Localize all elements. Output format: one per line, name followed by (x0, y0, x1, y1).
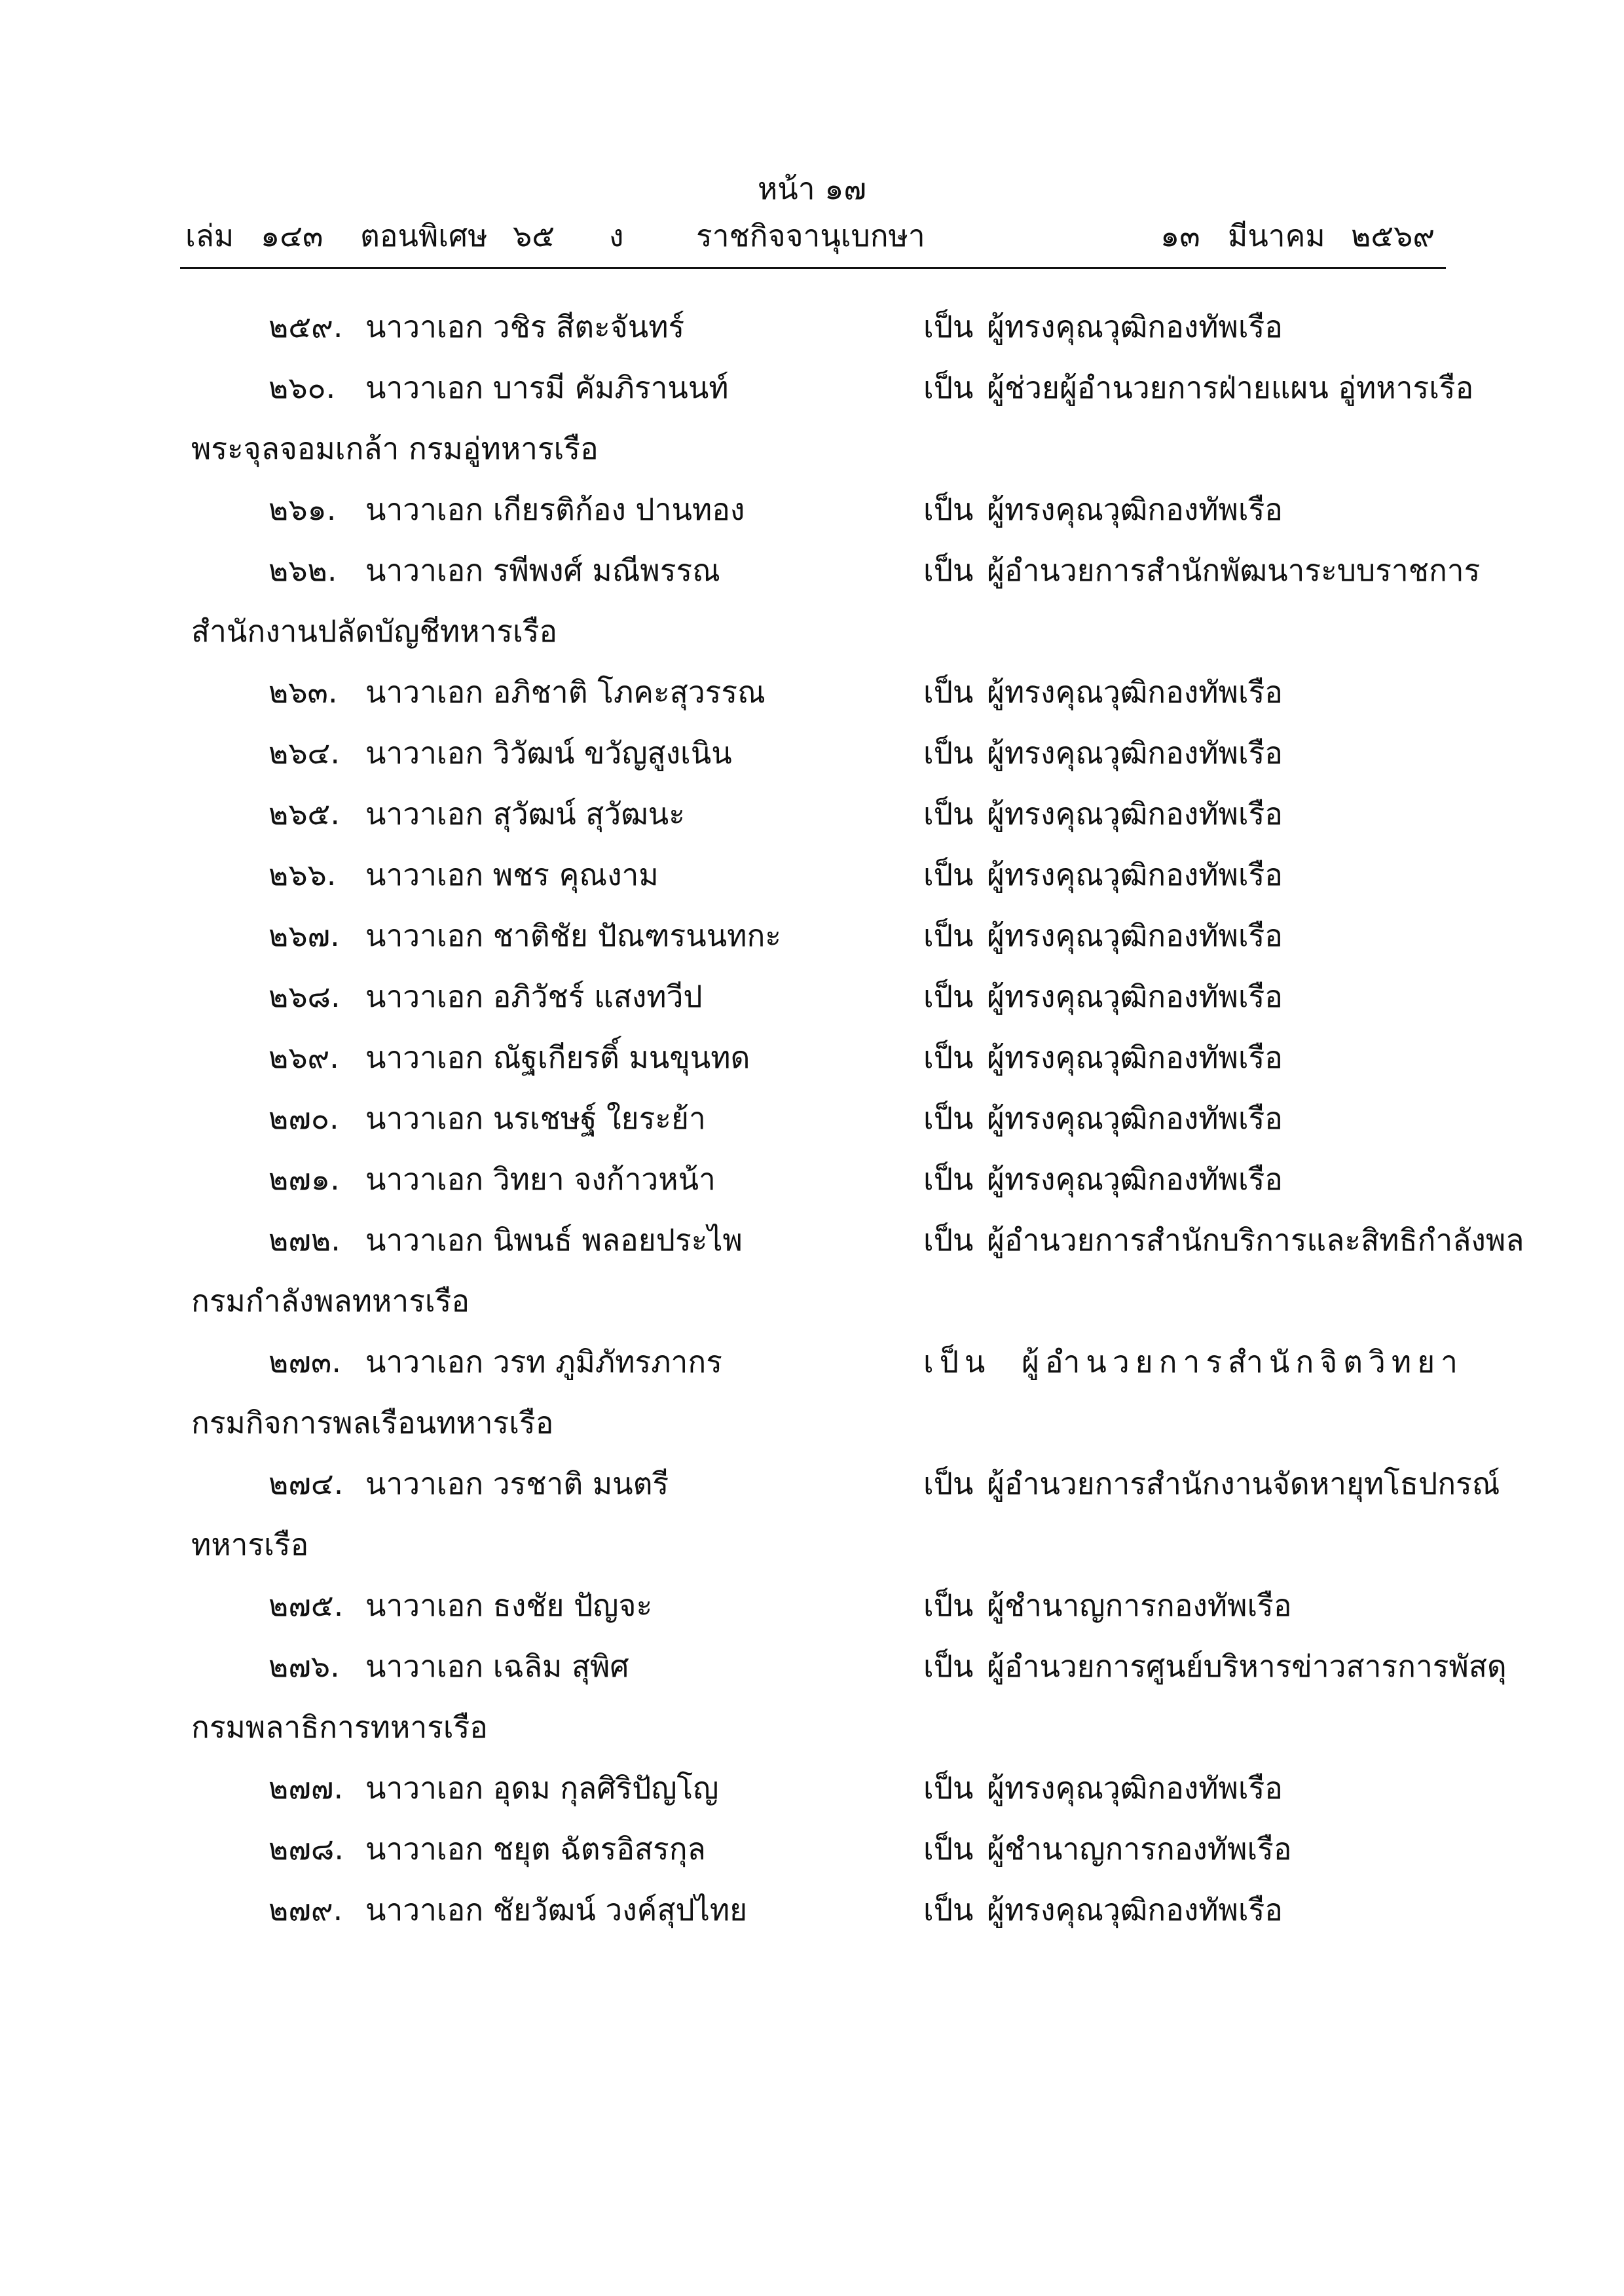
entry-number: ๒๖๐. (268, 370, 336, 405)
entry-number: ๒๖๑. (268, 492, 337, 527)
appointment-position: ผู้ทรงคุณวุฒิกองทัพเรือ (987, 918, 1283, 953)
appointment-prefix: เป็น (923, 1161, 974, 1197)
entry-number: ๒๗๓. (268, 1344, 341, 1379)
entry-number: ๒๗๔. (268, 1466, 344, 1501)
appointee-name: นาวาเอก ชยุต ฉัตรอิสรกุล (365, 1831, 706, 1867)
entry-number: ๒๗๙. (268, 1892, 343, 1927)
appointee-name: นาวาเอก ณัฐเกียรติ์ มนขุนทด (365, 1040, 750, 1075)
appointee-name: นาวาเอก อภิชาติ โภคะสุวรรณ (365, 674, 766, 710)
appointee-name: นาวาเอก บารมี คัมภิรานนท์ (365, 370, 729, 405)
appointment-position: ผู้ทรงคุณวุฒิกองทัพเรือ (987, 1161, 1283, 1197)
appointee-name: นาวาเอก สุวัฒน์ สุวัฒนะ (365, 796, 685, 831)
appointee-name: นาวาเอก อุดม กุลศิริปัญโญ (365, 1770, 719, 1806)
position-continuation: กรมพลาธิการทหารเรือ (191, 1709, 488, 1745)
appointee-name: นาวาเอก วิวัฒน์ ขวัญสูงเนิน (365, 735, 732, 771)
volume-number: ๑๔๓ (261, 218, 323, 253)
appointment-row (0, 1453, 1624, 1514)
appointment-position: ผู้ทรงคุณวุฒิกองทัพเรือ (987, 1040, 1283, 1075)
appointment-prefix: เป็น (923, 979, 974, 1014)
appointee-name: นาวาเอก ชาติชัย ปัณฑรนนทกะ (365, 918, 782, 953)
appointment-row (0, 1027, 1624, 1088)
appointee-name: นาวาเอก วชิร สีตะจันทร์ (365, 309, 685, 344)
appointee-name: นาวาเอก รพีพงศ์ มณีพรรณ (365, 553, 720, 588)
appointment-row (0, 479, 1624, 540)
entry-number: ๒๗๐. (268, 1101, 339, 1136)
appointment-prefix: เป็น (923, 1101, 974, 1136)
appointment-prefix: เป็น (923, 1588, 974, 1623)
appointment-row (0, 1148, 1624, 1210)
entry-number: ๒๗๖. (268, 1649, 340, 1684)
entry-number: ๒๖๒. (268, 553, 337, 588)
appointment-position: ผู้อำนวยการสำนักพัฒนาระบบราชการ (987, 553, 1481, 588)
appointment-position: ผู้ทรงคุณวุฒิกองทัพเรือ (987, 796, 1283, 831)
appointment-row (0, 905, 1624, 966)
section-letter: ง (609, 218, 624, 253)
appointment-row (0, 296, 1624, 357)
appointee-name: นาวาเอก วรท ภูมิภัทรภากร (365, 1344, 722, 1379)
appointment-prefix: เป็น (923, 1222, 974, 1258)
header-divider (180, 267, 1446, 269)
appointment-prefix: เป็น (923, 553, 974, 588)
appointment-prefix: เป็น (923, 370, 974, 405)
appointee-name: นาวาเอก เฉลิม สุพิศ (365, 1649, 629, 1684)
entry-number: ๒๖๔. (268, 735, 340, 771)
appointment-row (0, 783, 1624, 845)
entry-number: ๒๖๗. (268, 918, 340, 953)
appointee-name: นาวาเอก วิทยา จงก้าวหน้า (365, 1161, 716, 1197)
appointment-prefix: เป็น (923, 918, 974, 953)
entry-number: ๒๖๖. (268, 857, 337, 892)
appointee-name: นาวาเอก ธงชัย ปัญจะ (365, 1588, 653, 1623)
appointment-prefix: เป็น (923, 1770, 974, 1806)
appointment-prefix: เป็น (923, 735, 974, 771)
appointment-prefix: เป็น (923, 492, 974, 527)
appointment-position: ผู้อำนวยการสำนักบริการและสิทธิกำลังพล (987, 1222, 1524, 1258)
entry-number: ๒๗๒. (268, 1222, 341, 1258)
appointment-prefix: เป็น (923, 1649, 974, 1684)
date-year: ๒๕๖๙ (1351, 218, 1435, 253)
appointment-row (0, 1209, 1624, 1271)
appointment-prefix: เป็น (923, 1831, 974, 1867)
appointment-position: ผู้ชำนาญการกองทัพเรือ (987, 1588, 1292, 1623)
position-continuation: กรมกำลังพลทหารเรือ (191, 1283, 470, 1319)
appointment-position: ผู้ทรงคุณวุฒิกองทัพเรือ (987, 1770, 1283, 1806)
section-label: ตอนพิเศษ (360, 218, 488, 253)
page-number: หน้า ๑๗ (757, 171, 866, 206)
appointee-name: นาวาเอก ชัยวัฒน์ วงค์สุปไทย (365, 1892, 748, 1927)
appointment-row (0, 1879, 1624, 1941)
appointment-row (0, 844, 1624, 905)
appointment-row-continuation (0, 600, 1624, 662)
appointment-row (0, 1575, 1624, 1636)
appointment-prefix: เป็น (923, 1040, 974, 1075)
appointment-prefix: เป็น (923, 1344, 991, 1379)
appointee-name: นาวาเอก พชร คุณงาม (365, 857, 659, 892)
appointment-row (0, 966, 1624, 1027)
entry-number: ๒๖๓. (268, 674, 338, 710)
appointee-name: นาวาเอก เกียรติก้อง ปานทอง (365, 492, 745, 527)
appointment-position: ผู้ทรงคุณวุฒิกองทัพเรือ (987, 492, 1283, 527)
position-continuation: พระจุลจอมเกล้า กรมอู่ทหารเรือ (191, 431, 599, 466)
date-day: ๑๓ (1160, 218, 1200, 253)
date-month: มีนาคม (1228, 218, 1325, 253)
entry-number: ๒๗๗. (268, 1770, 344, 1806)
appointment-row-continuation (0, 418, 1624, 479)
appointment-position: ผู้ทรงคุณวุฒิกองทัพเรือ (987, 1101, 1283, 1136)
appointment-position: ผู้ทรงคุณวุฒิกองทัพเรือ (987, 309, 1283, 344)
appointment-position: ผู้ทรงคุณวุฒิกองทัพเรือ (987, 857, 1283, 892)
appointment-position: ผู้ชำนาญการกองทัพเรือ (987, 1831, 1292, 1867)
appointee-name: นาวาเอก นรเชษฐ์ ใยระย้า (365, 1101, 706, 1136)
appointment-position: ผู้อำนวยการสำนักจิตวิทยา (1022, 1344, 1464, 1379)
appointment-row (0, 1757, 1624, 1819)
appointment-position: ผู้ทรงคุณวุฒิกองทัพเรือ (987, 674, 1283, 710)
position-continuation: สำนักงานปลัดบัญชีทหารเรือ (191, 613, 558, 649)
position-continuation: ทหารเรือ (191, 1527, 309, 1562)
position-continuation: กรมกิจการพลเรือนทหารเรือ (191, 1405, 554, 1440)
appointment-position: ผู้ทรงคุณวุฒิกองทัพเรือ (987, 735, 1283, 771)
appointment-position: ผู้ทรงคุณวุฒิกองทัพเรือ (987, 1892, 1283, 1927)
appointment-row (0, 539, 1624, 601)
entry-number: ๒๖๙. (268, 1040, 339, 1075)
appointment-row (0, 661, 1624, 723)
publication-title: ราชกิจจานุเบกษา (696, 218, 925, 253)
appointment-row (0, 1087, 1624, 1149)
entry-number: ๒๖๘. (268, 979, 341, 1014)
appointment-prefix: เป็น (923, 796, 974, 831)
appointment-prefix: เป็น (923, 1466, 974, 1501)
appointment-row (0, 1818, 1624, 1880)
appointment-position: ผู้อำนวยการสำนักงานจัดหายุทโธปกรณ์ (987, 1466, 1500, 1501)
appointment-position: ผู้ทรงคุณวุฒิกองทัพเรือ (987, 979, 1283, 1014)
appointment-row-continuation (0, 1270, 1624, 1332)
appointment-row-continuation (0, 1696, 1624, 1758)
appointee-name: นาวาเอก อภิวัชร์ แสงทวีป (365, 979, 703, 1014)
section-number: ๖๕ (513, 218, 555, 253)
appointment-prefix: เป็น (923, 674, 974, 710)
appointment-row (0, 357, 1624, 418)
volume-label: เล่ม (185, 218, 234, 253)
entry-number: ๒๗๑. (268, 1161, 340, 1197)
appointment-row (0, 1331, 1624, 1393)
appointment-prefix: เป็น (923, 309, 974, 344)
appointment-row-continuation (0, 1392, 1624, 1453)
entry-number: ๒๗๕. (268, 1588, 344, 1623)
appointment-row (0, 722, 1624, 784)
appointment-position: ผู้อำนวยการศูนย์บริหารข่าวสารการพัสดุ (987, 1649, 1507, 1684)
entry-number: ๒๗๘. (268, 1831, 344, 1867)
appointee-name: นาวาเอก วรชาติ มนตรี (365, 1466, 669, 1501)
appointee-name: นาวาเอก นิพนธ์ พลอยประไพ (365, 1222, 743, 1258)
entry-number: ๒๕๙. (268, 309, 343, 344)
appointment-row-continuation (0, 1514, 1624, 1575)
appointment-position: ผู้ช่วยผู้อำนวยการฝ่ายแผน อู่ทหารเรือ (987, 370, 1474, 405)
appointment-prefix: เป็น (923, 857, 974, 892)
appointment-prefix: เป็น (923, 1892, 974, 1927)
appointment-row (0, 1635, 1624, 1697)
entry-number: ๒๖๕. (268, 796, 340, 831)
